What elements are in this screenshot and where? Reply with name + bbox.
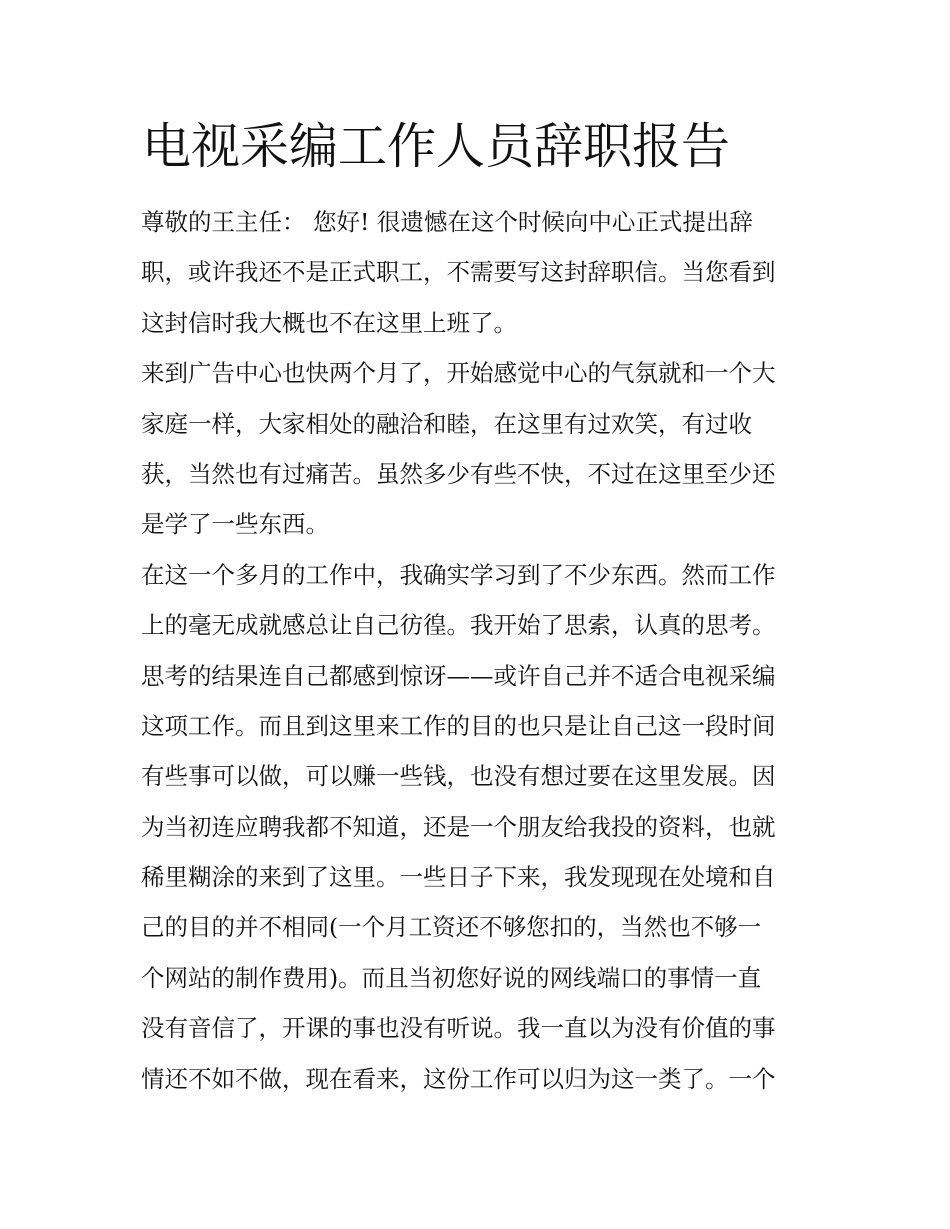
body-line: 职，或许我还不是正式职工，不需要写这封辞职信。当您看到 [141, 258, 776, 287]
document-title: 电视采编工作人员辞职报告 [142, 118, 731, 175]
body-line: 没有音信了，开课的事也没有听说。我一直以为没有价值的事 [141, 1014, 776, 1043]
body-line: 思考的结果连自己都感到惊讶——或许自己并不适合电视采编 [141, 661, 776, 690]
body-line: 家庭一样，大家相处的融洽和睦，在这里有过欢笑，有过收 [141, 409, 752, 438]
body-line: 这项工作。而且到这里来工作的目的也只是让自己这一段时间 [141, 711, 776, 740]
body-line: 个网站的制作费用)。而且当初您好说的网线端口的事情一直 [141, 963, 762, 992]
body-line: 情还不如不做，现在看来，这份工作可以归为这一类了。一个 [141, 1064, 776, 1093]
body-line: 这封信时我大概也不在这里上班了。 [141, 308, 517, 337]
body-line: 稀里糊涂的来到了这里。一些日子下来，我发现现在处境和自 [141, 863, 776, 892]
body-line: 获，当然也有过痛苦。虽然多少有些不快，不过在这里至少还 [141, 459, 776, 488]
body-line: 为当初连应聘我都不知道，还是一个朋友给我投的资料，也就 [141, 812, 776, 841]
document-body [141, 197, 821, 1104]
body-line: 是学了一些东西。 [141, 510, 329, 539]
body-line: 在这一个多月的工作中，我确实学习到了不少东西。然而工作 [141, 560, 776, 589]
body-line: 上的毫无成就感总让自己彷徨。我开始了思索，认真的思考。 [141, 611, 776, 640]
body-line: 有些事可以做，可以赚一些钱，也没有想过要在这里发展。因 [141, 762, 776, 791]
body-line: 尊敬的王主任： 您好! 很遗憾在这个时候向中心正式提出辞 [141, 208, 753, 236]
body-line: 己的目的并不相同(一个月工资还不够您扣的，当然也不够一 [141, 913, 762, 942]
body-line: 来到广告中心也快两个月了，开始感觉中心的气氛就和一个大 [141, 359, 776, 388]
